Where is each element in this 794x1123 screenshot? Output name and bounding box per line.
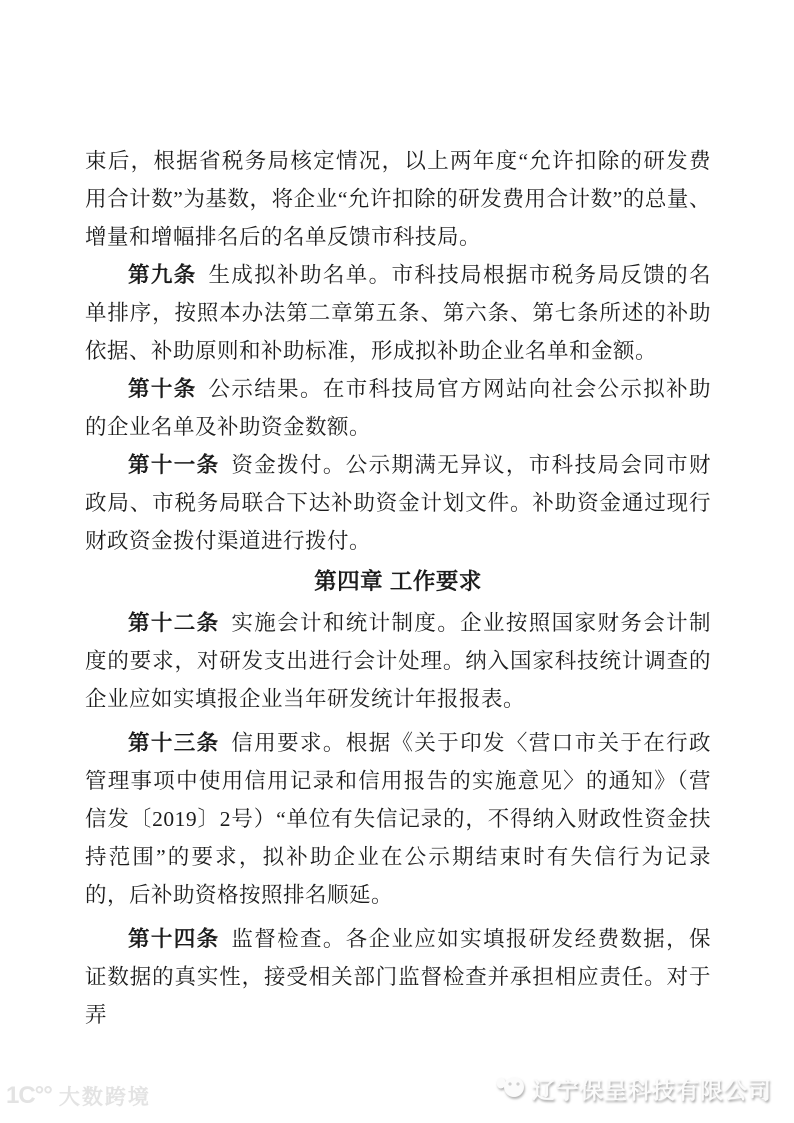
paragraph-text: 实施会计和统计制度。企业按照国家财务会计制度的要求，对研发支出进行会计处理。纳入国家科技统计调查的企业应如实填报企业当年研发统计年报报表。 bbox=[85, 611, 711, 711]
paragraph-article-13 bbox=[85, 724, 711, 914]
article-number: 第十四条 bbox=[128, 927, 220, 951]
paragraph-article-14 bbox=[85, 920, 711, 1034]
paragraph-text: 监督检查。各企业应如实填报研发经费数据，保证数据的真实性，接受相关部门监督检查并承担相应责任。对于弄 bbox=[85, 927, 711, 1027]
paragraph-text: 资金拨付。公示期满无异议，市科技局会同市财政局、市税务局联合下达补助资金计划文件。补助资金通过现行财政资金拨付渠道进行拨付。 bbox=[85, 453, 711, 553]
paragraph-article-10 bbox=[85, 370, 711, 446]
paragraph-article-9 bbox=[85, 256, 711, 370]
watermark-company bbox=[496, 1072, 772, 1105]
article-number: 第十三条 bbox=[128, 731, 220, 755]
paragraph-article-12 bbox=[85, 604, 711, 718]
paragraph-text: 生成拟补助名单。市科技局根据市税务局反馈的名单排序，按照本办法第二章第五条、第六条、第七条所述的补助依据、补助原则和补助标准，形成拟补助企业名单和金额。 bbox=[85, 263, 711, 363]
dashu-logo-icon: 1Ϲ°° bbox=[6, 1082, 52, 1109]
article-number: 第十条 bbox=[128, 377, 197, 401]
paragraph-continuation bbox=[85, 142, 711, 256]
paragraph-text: 信用要求。根据《关于印发〈营口市关于在行政管理事项中使用信用记录和信用报告的实施意见〉的通知》（营信发〔2019〕2号）“单位有失信记录的，不得纳入财政性资金扶持范围”的要求，拟补助企业在公示期结束时有失信行为记录的，后补助资格按照排名顺延。 bbox=[85, 731, 711, 907]
article-number: 第十二条 bbox=[128, 611, 220, 635]
paragraph-text: 公示结果。在市科技局官方网站向社会公示拟补助的企业名单及补助资金数额。 bbox=[85, 377, 711, 439]
paragraph-text: 束后，根据省税务局核定情况，以上两年度“允许扣除的研发费用合计数”为基数，将企业“允许扣除的研发费用合计数”的总量、增量和增幅排名后的名单反馈市科技局。 bbox=[85, 149, 711, 249]
article-number: 第十一条 bbox=[128, 453, 220, 477]
watermark-dashu-logo bbox=[6, 1081, 151, 1111]
document-body bbox=[85, 142, 711, 1034]
dashu-logo-text: 大数跨境 bbox=[58, 1086, 151, 1109]
chapter-heading: 第四章 工作要求 bbox=[314, 569, 482, 594]
article-number: 第九条 bbox=[128, 263, 197, 287]
company-name-text: 辽宁保呈科技有限公司 bbox=[532, 1077, 772, 1103]
mascot-face-icon bbox=[496, 1073, 526, 1105]
paragraph-article-11 bbox=[85, 446, 711, 560]
